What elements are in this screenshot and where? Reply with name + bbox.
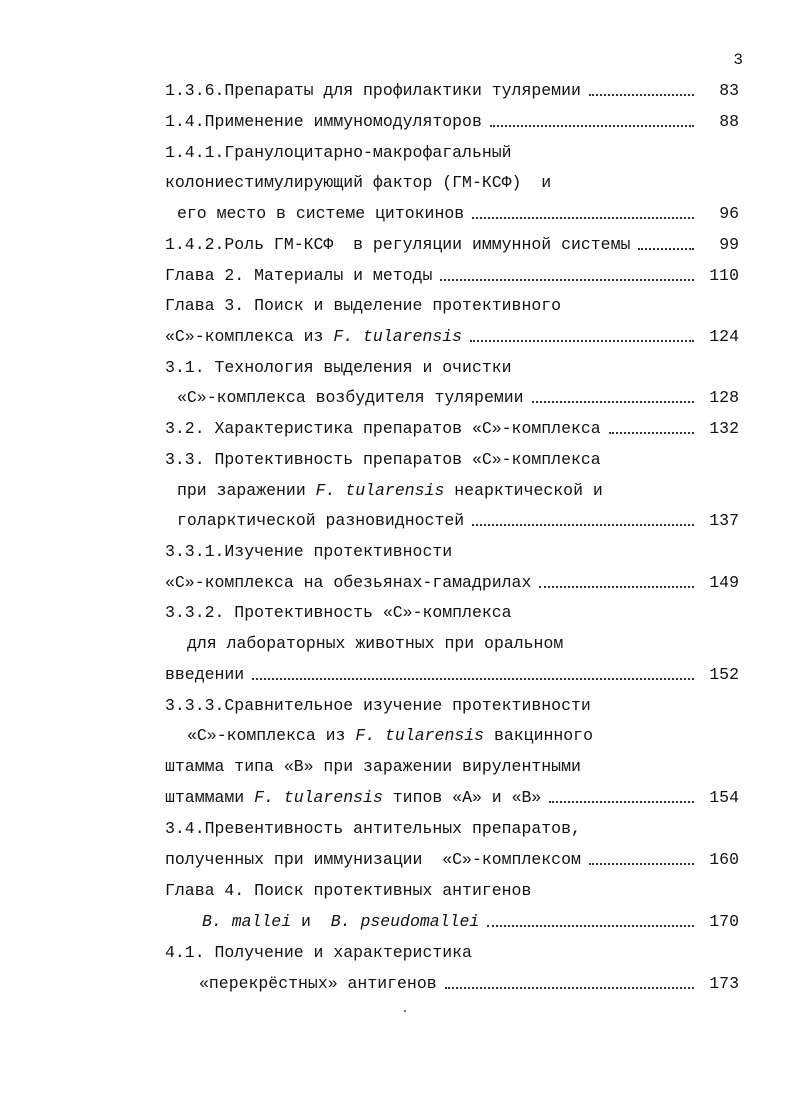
toc-entry-title bbox=[165, 80, 581, 102]
toc-entry-text: и bbox=[291, 912, 331, 931]
toc-entry-text: «С»-комплекса из bbox=[165, 327, 334, 346]
toc-entry bbox=[0, 664, 797, 686]
toc-entry-title bbox=[165, 326, 462, 348]
toc-entry-text: вакцинного bbox=[484, 726, 593, 745]
toc-entry-title bbox=[177, 480, 603, 502]
toc-entry bbox=[0, 911, 797, 933]
toc-entry-page: 124 bbox=[709, 327, 739, 346]
toc-entry-page: 132 bbox=[709, 419, 739, 438]
toc-entry-text: «С»-комплекса на обезьянах-гамадрилах bbox=[165, 573, 532, 592]
toc-entry bbox=[0, 602, 797, 624]
toc-entry-title bbox=[199, 973, 437, 995]
dot-leader bbox=[487, 925, 694, 927]
toc-entry-page: 137 bbox=[709, 511, 739, 530]
toc-entry-title bbox=[165, 357, 512, 379]
toc-entry-italic-text: F. tularensis bbox=[355, 726, 485, 745]
toc-entry-title bbox=[165, 880, 531, 902]
toc-entry-page: 170 bbox=[709, 912, 739, 931]
toc-entry-page: 152 bbox=[709, 665, 739, 684]
dot-leader bbox=[472, 524, 694, 526]
dot-leader bbox=[470, 340, 694, 342]
toc-entry-text: колониестимулирующий фактор (ГМ-КСФ) и bbox=[165, 173, 552, 192]
toc-entry bbox=[0, 80, 797, 102]
toc-entry-page: 154 bbox=[709, 788, 739, 807]
toc-entry-title bbox=[165, 541, 452, 563]
toc-entry bbox=[0, 849, 797, 871]
toc-entry-page: 88 bbox=[719, 112, 739, 131]
toc-entry-text: штаммами bbox=[165, 788, 255, 807]
dot-leader bbox=[252, 678, 694, 680]
toc-entry-title bbox=[202, 911, 479, 933]
toc-entry-title bbox=[187, 633, 563, 655]
toc-entry-title bbox=[165, 111, 482, 133]
toc-entry-title bbox=[165, 418, 601, 440]
dot-leader bbox=[539, 586, 694, 588]
toc-entry bbox=[0, 142, 797, 164]
toc-entry-text: голарктической разновидностей bbox=[177, 511, 465, 530]
toc-entry bbox=[0, 880, 797, 902]
toc-entry-page: 96 bbox=[719, 204, 739, 223]
toc-entry-page: 83 bbox=[719, 81, 739, 100]
toc-entry-text: 3.3.3.Сравнительное изучение протективности bbox=[165, 696, 591, 715]
toc-entry bbox=[0, 418, 797, 440]
toc-entry bbox=[0, 449, 797, 471]
toc-entry bbox=[0, 295, 797, 317]
dot-leader bbox=[589, 94, 694, 96]
dot-leader bbox=[609, 432, 694, 434]
toc-entry-italic-text: F. tularensis bbox=[333, 327, 463, 346]
toc-entry bbox=[0, 572, 797, 594]
toc-entry-title bbox=[165, 664, 244, 686]
toc-entry-text: 3.1. Технология выделения и очистки bbox=[165, 358, 512, 377]
toc-entry-title bbox=[165, 787, 541, 809]
toc-entry-text: полученных при иммунизации «С»-комплексом bbox=[165, 850, 581, 869]
scan-speck bbox=[404, 1010, 406, 1012]
toc-entry-text: 3.4.Превентивность антительных препаратов, bbox=[165, 819, 581, 838]
toc-entry-title bbox=[177, 203, 464, 225]
toc-entry-title bbox=[165, 849, 581, 871]
toc-entry-page: 99 bbox=[719, 235, 739, 254]
toc-entry-text: типов «А» и «В» bbox=[382, 788, 542, 807]
toc-entry bbox=[0, 357, 797, 379]
toc-entry-italic-text: B. mallei bbox=[202, 912, 292, 931]
toc-entry-title bbox=[165, 818, 581, 840]
toc-entry-page: 128 bbox=[709, 388, 739, 407]
toc-entry bbox=[0, 480, 797, 502]
toc-entry-page: 110 bbox=[709, 266, 739, 285]
toc-entry-title bbox=[165, 756, 581, 778]
toc-entry bbox=[0, 725, 797, 747]
toc-entry-text: введении bbox=[165, 665, 245, 684]
toc-entry-page: 160 bbox=[709, 850, 739, 869]
page-number: 3 bbox=[733, 51, 743, 69]
toc-entry-title bbox=[165, 942, 472, 964]
dot-leader bbox=[589, 863, 694, 865]
toc-entry bbox=[0, 942, 797, 964]
toc-entry bbox=[0, 387, 797, 409]
toc-entry bbox=[0, 326, 797, 348]
toc-entry-text: «перекрёстных» антигенов bbox=[199, 974, 437, 993]
toc-entry-title bbox=[165, 695, 591, 717]
toc-entry-page: 173 bbox=[709, 974, 739, 993]
toc-entry-title bbox=[165, 142, 512, 164]
toc-entry-text: Глава 4. Поиск протективных антигенов bbox=[165, 881, 532, 900]
toc-entry-text: штамма типа «В» при заражении вирулентными bbox=[165, 757, 581, 776]
toc-entry-title bbox=[165, 602, 512, 624]
toc-entry-title bbox=[165, 265, 432, 287]
toc-entry bbox=[0, 111, 797, 133]
toc-entry bbox=[0, 633, 797, 655]
toc-entry-text: 1.4.1.Гранулоцитарно-макрофагальный bbox=[165, 143, 512, 162]
toc-entry-text: «С»-комплекса из bbox=[187, 726, 356, 745]
toc-entry-text: 1.4.Применение иммуномодуляторов bbox=[165, 112, 482, 131]
dot-leader bbox=[490, 125, 694, 127]
dot-leader bbox=[638, 248, 694, 250]
toc-entry bbox=[0, 234, 797, 256]
toc-entry-italic-text: F. tularensis bbox=[315, 481, 445, 500]
toc-entry-text: для лабораторных животных при оральном bbox=[187, 634, 564, 653]
toc-entry-title bbox=[177, 387, 524, 409]
dot-leader bbox=[445, 987, 694, 989]
toc-entry-text: Глава 2. Материалы и методы bbox=[165, 266, 433, 285]
toc-entry-text: при заражении bbox=[177, 481, 316, 500]
dot-leader bbox=[549, 801, 694, 803]
toc-entry bbox=[0, 818, 797, 840]
toc-entry-text: Глава 3. Поиск и выделение протективного bbox=[165, 296, 562, 315]
toc-entry-text: 3.3.1.Изучение протективности bbox=[165, 542, 453, 561]
toc-entry-title bbox=[165, 172, 551, 194]
toc-entry-text: 1.3.6.Препараты для профилактики туляремии bbox=[165, 81, 581, 100]
toc-entry bbox=[0, 695, 797, 717]
toc-entry bbox=[0, 265, 797, 287]
toc-entry-title bbox=[187, 725, 593, 747]
toc-entry-text: 4.1. Получение и характеристика bbox=[165, 943, 472, 962]
toc-entry-text: неарктической и bbox=[444, 481, 603, 500]
toc-entry-text: 3.3.2. Протективность «С»-комплекса bbox=[165, 603, 512, 622]
toc-entry-title bbox=[177, 510, 464, 532]
toc-entry-page: 149 bbox=[709, 573, 739, 592]
toc-entry bbox=[0, 973, 797, 995]
toc-entry bbox=[0, 756, 797, 778]
toc-entry-text: «С»-комплекса возбудителя туляремии bbox=[177, 388, 524, 407]
toc-entry-text: 3.3. Протективность препаратов «С»-комплекса bbox=[165, 450, 601, 469]
dot-leader bbox=[532, 401, 694, 403]
toc-entry-italic-text: F. tularensis bbox=[254, 788, 383, 807]
toc-entry-title bbox=[165, 295, 561, 317]
toc-entry bbox=[0, 541, 797, 563]
toc-entry-title bbox=[165, 234, 630, 256]
toc-entry-text: 1.4.2.Роль ГМ-КСФ в регуляции иммунной системы bbox=[165, 235, 631, 254]
toc-entry bbox=[0, 787, 797, 809]
toc-entry-italic-text: B. pseudomallei bbox=[330, 912, 480, 931]
toc-entry-text: 3.2. Характеристика препаратов «С»-комплекса bbox=[165, 419, 601, 438]
toc-entry bbox=[0, 510, 797, 532]
dot-leader bbox=[472, 217, 694, 219]
toc-entry-title bbox=[165, 449, 601, 471]
toc-entry-title bbox=[165, 572, 531, 594]
toc-entry bbox=[0, 203, 797, 225]
dot-leader bbox=[440, 279, 694, 281]
toc-entry bbox=[0, 172, 797, 194]
toc-entry-text: его место в системе цитокинов bbox=[177, 204, 465, 223]
